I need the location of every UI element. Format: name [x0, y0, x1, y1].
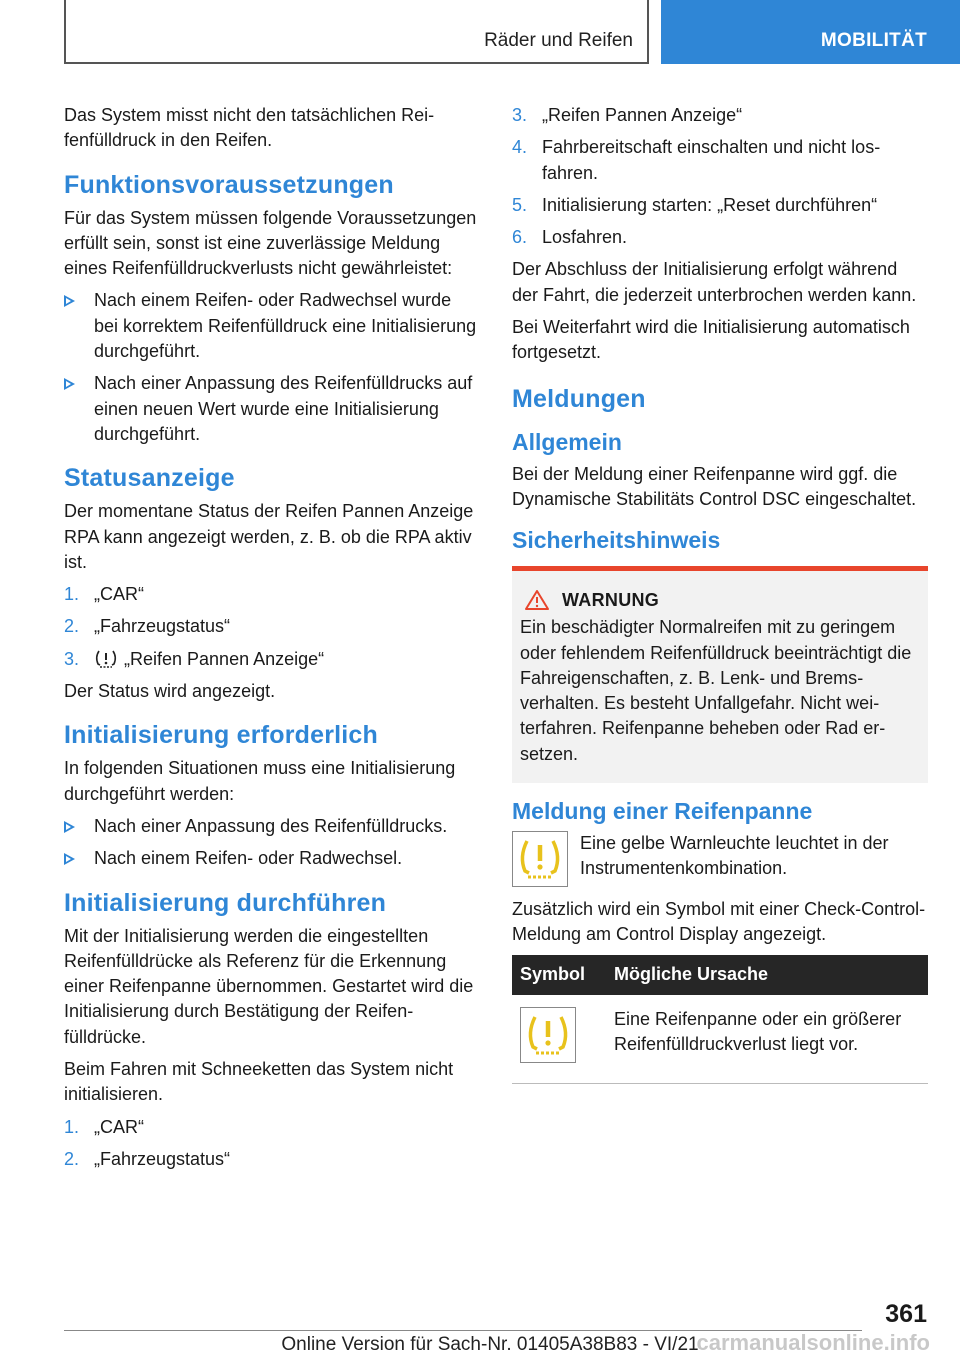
header-section-tab [64, 0, 649, 64]
triangle-bullet-icon [64, 853, 75, 865]
func-bullet-list [64, 288, 478, 447]
status-paragraph: Der momentane Status der Reifen Pannen Anzeige RPA kann angezeigt werden, z. B. ob die RPA aktiv ist. [64, 501, 474, 572]
status-result: Der Status wird angezeigt. [64, 681, 276, 702]
init-complete-paragraph: Der Abschluss der Initialisierung erfolgt während der Fahrt, die jederzeit unterbrochen werden kann. [512, 259, 917, 305]
tpms-warning-light-icon [512, 831, 568, 887]
warning-text: Ein beschädigter Normalreifen mit zu geringem oder fehlendem Reifenfülldruck beeinträchtigt die Fahreigenschaften, z. B. Lenk- und Bremsverhalten. Es besteht Unfallgefahr. Nicht weiterfahren. Reifenpanne beheben oder Rad ersetzen. [520, 617, 912, 764]
init-required-bullet-list [64, 814, 478, 872]
list-item: 6. Losfahren. [512, 227, 628, 248]
table-header-row [512, 955, 928, 995]
list-item: Nach einer Anpassung des Reifenfülldrucks. [64, 814, 478, 839]
table-header-cause: Mögliche Ursache [606, 955, 928, 995]
warning-box [512, 566, 928, 783]
list-item: Nach einer Anpassung des Reifenfülldrucks auf einen neuen Wert wurde eine Initialisierung durchgeführt. [64, 371, 478, 447]
right-column [512, 103, 928, 1084]
left-column [64, 103, 478, 1179]
heading-flat-tire-message: Meldung einer Reifenpanne [512, 798, 813, 825]
triangle-bullet-icon [64, 295, 75, 307]
warning-title: WARNUNG [562, 589, 660, 610]
heading-general: Allgemein [512, 428, 622, 455]
heading-functional-requirements: Funktionsvoraussetzungen [64, 170, 394, 199]
watermark: carmanualsonline.info [696, 1330, 930, 1355]
page-number: 361 [885, 1300, 927, 1328]
list-item: Nach einem Reifen- oder Radwechsel. [64, 846, 478, 871]
status-steps-list [64, 582, 478, 672]
triangle-bullet-icon [64, 821, 75, 833]
list-item: 2. „Fahrzeugstatus“ [64, 616, 231, 637]
triangle-bullet-icon [64, 378, 75, 390]
list-item: 1. „CAR“ [64, 1116, 144, 1137]
header-chapter-title: MOBILITÄT [820, 30, 927, 51]
intro-paragraph: Das System misst nicht den tatsächlichen Reifenfülldruck in den Reifen. [64, 105, 435, 151]
list-item: 3. „Reifen Pannen Anzeige“ [512, 105, 743, 125]
heading-safety-note: Sicherheitshinweis [512, 527, 721, 554]
init-perform-paragraph-1: Mit der Initialisierung werden die eingestellten Reifenfülldrücke als Referenz für die Erkennung einer Reifenpanne übernommen. Gestartet wird die Initialisierung durch Bestätigung der Reifenfülldrücke. [64, 925, 474, 1047]
list-item: 5. Initialisierung starten: „Reset durchführen“ [512, 194, 878, 215]
heading-messages: Meldungen [512, 384, 646, 413]
table-cell-symbol [512, 995, 606, 1084]
init-steps-list-continued [512, 103, 928, 250]
heading-init-perform: Initialisierung durchführen [64, 888, 387, 917]
init-continue-paragraph: Bei Weiterfahrt wird die Initialisierung automatisch fortgesetzt. [512, 317, 910, 363]
tire-pressure-icon [94, 649, 118, 669]
list-item: 4. Fahrbereitschaft einschalten und nicht losfahren. [512, 137, 881, 183]
init-steps-list [64, 1115, 478, 1173]
general-paragraph: Bei der Meldung einer Reifenpanne wird ggf. die Dynamische Stabilitäts Control DSC eingeschaltet. [512, 463, 917, 509]
func-paragraph: Für das System müssen folgende Voraussetzungen erfüllt sein, sonst ist eine zuverlässige Meldung eines Reifenfülldruckverlusts nicht gewährleistet: [64, 207, 477, 279]
list-item: 3. „Reifen Pannen Anzeige“ [64, 648, 325, 669]
symbol-table [512, 955, 928, 1084]
flat-tire-paragraph: Eine gelbe Warnleuchte leuchtet in der Instrumentenkombination. [580, 833, 889, 879]
heading-status-display: Statusanzeige [64, 464, 235, 493]
footer-text: Online Version für Sach-Nr. 01405A38B83 - VI/21 [281, 1334, 699, 1355]
flat-tire-indicator-row [512, 831, 928, 887]
list-item: Nach einem Reifen- oder Radwechsel wurde bei korrektem Reifenfülldruck eine Initialisierung durchgeführt. [64, 288, 478, 364]
list-item: 2. „Fahrzeugstatus“ [64, 1148, 231, 1169]
table-cell-cause: Eine Reifenpanne oder ein größerer Reifenfülldruckverlust liegt vor. [606, 995, 928, 1084]
header-chapter-tab [661, 0, 960, 64]
warning-title-row [520, 589, 920, 611]
init-perform-paragraph-2: Beim Fahren mit Schneeketten das System nicht initialisieren. [64, 1059, 454, 1105]
list-item: 1. „CAR“ [64, 584, 144, 605]
header-section-title: Räder und Reifen [484, 30, 633, 51]
table-header-symbol: Symbol [512, 955, 606, 995]
table-row [512, 995, 928, 1084]
init-required-paragraph: In folgenden Situationen muss eine Initialisierung durchgeführt werden: [64, 758, 456, 804]
warning-triangle-icon [524, 589, 550, 611]
tpms-symbol-icon [520, 1007, 576, 1063]
heading-init-required: Initialisierung erforderlich [64, 721, 378, 750]
check-control-paragraph: Zusätzlich wird ein Symbol mit einer Check-Control-Meldung am Control Display angezeigt. [512, 899, 926, 945]
